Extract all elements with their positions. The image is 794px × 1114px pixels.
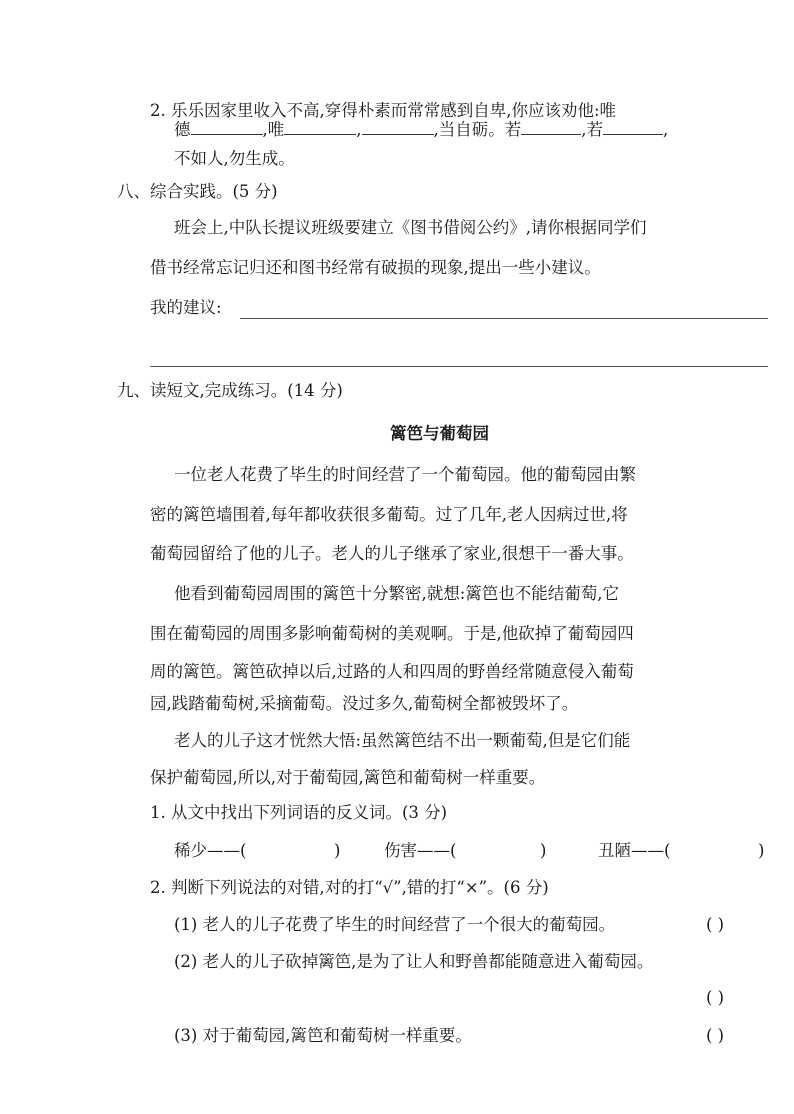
q7-2-text-4: ,当自砺。若 [433, 120, 522, 139]
passage-p3-line-1: 老人的儿子这才恍然大悟:虽然篱笆结不出一颗葡萄,但是它们能 [174, 731, 631, 750]
q1-word-2: 伤害——( [384, 841, 457, 860]
passage-p2-line-4: 园,践踏葡萄树,采摘葡萄。没过多久,葡萄树全都被毁坏了。 [150, 694, 579, 713]
section-8-heading: 八、综合实践。(5 分) [117, 182, 278, 201]
q1-close-1: ) [334, 841, 341, 860]
q1-word-1: 稀少——( [174, 841, 247, 860]
q7-2-text-6: , [663, 120, 669, 139]
q2-statement-2: (2) 老人的儿子砍掉篱笆,是为了让人和野兽都能随意进入葡萄园。 [174, 952, 654, 971]
q7-2-blank-3[interactable] [362, 119, 434, 135]
q7-2-tail: 不如人,勿生成。 [174, 149, 295, 168]
q2-stem: 2. 判断下列说法的对错,对的打“√”,错的打“×”。(6 分) [150, 878, 549, 897]
section-8-label: 我的建议: [150, 298, 222, 317]
q1-stem: 1. 从文中找出下列词语的反义词。(3 分) [150, 803, 448, 822]
q7-2-blank-1[interactable] [191, 119, 263, 135]
passage-p2-line-3: 周的篱笆。篱笆砍掉以后,过路的人和四周的野兽经常随意侵入葡萄 [150, 662, 634, 681]
q2-statement-3: (3) 对于葡萄园,篱笆和葡萄树一样重要。 [174, 1026, 472, 1045]
passage-p3-line-2: 保护葡萄园,所以,对于葡萄园,篱笆和葡萄树一样重要。 [150, 768, 546, 787]
answer-line-1[interactable] [240, 318, 768, 319]
section-8-para-1: 班会上,中队长提议班级要建立《图书借阅公约》,请你根据同学们 [174, 218, 647, 237]
q7-2-blank-5[interactable] [603, 119, 663, 135]
section-9-heading: 九、读短文,完成练习。(14 分) [117, 381, 343, 400]
q7-2-lead: 2. 乐乐因家里收入不高,穿得朴素而常常感到自卑,你应该劝他:唯 [150, 101, 617, 120]
q7-2-text-1: 德 [174, 120, 191, 139]
q7-2-text-3: , [356, 120, 362, 139]
passage-title: 篱笆与葡萄园 [390, 424, 489, 443]
q7-2-blank-4[interactable] [521, 119, 581, 135]
q2-bracket-2[interactable]: ( ) [706, 988, 725, 1007]
q2-statement-1: (1) 老人的儿子花费了毕生的时间经营了一个很大的葡萄园。 [174, 915, 616, 934]
q2-bracket-3[interactable]: ( ) [706, 1026, 725, 1045]
q7-2-text-5: ,若 [581, 120, 603, 139]
passage-p2-line-2: 围在葡萄园的周围多影响葡萄树的美观啊。于是,他砍掉了葡萄园四 [150, 624, 634, 643]
passage-p1-line-3: 葡萄园留给了他的儿子。老人的儿子继承了家业,很想干一番大事。 [150, 544, 634, 563]
answer-line-2[interactable] [150, 366, 768, 367]
q7-2-blanks-line [174, 119, 668, 139]
passage-p1-line-2: 密的篱笆墙围着,每年都收获很多葡萄。过了几年,老人因病过世,将 [150, 505, 628, 524]
passage-p1-line-1: 一位老人花费了毕生的时间经营了一个葡萄园。他的葡萄园由繁 [174, 465, 636, 484]
section-8-para-2: 借书经常忘记归还和图书经常有破损的现象,提出一些小建议。 [150, 258, 601, 277]
q1-close-2: ) [540, 841, 547, 860]
q2-bracket-1[interactable]: ( ) [706, 915, 725, 934]
passage-p2-line-1: 他看到葡萄园周围的篱笆十分繁密,就想:篱笆也不能结葡萄,它 [174, 584, 620, 603]
q1-close-3: ) [758, 841, 765, 860]
q1-word-3: 丑陋——( [598, 841, 671, 860]
q7-2-blank-2[interactable] [284, 119, 356, 135]
q7-2-text-2: ,唯 [262, 120, 285, 139]
